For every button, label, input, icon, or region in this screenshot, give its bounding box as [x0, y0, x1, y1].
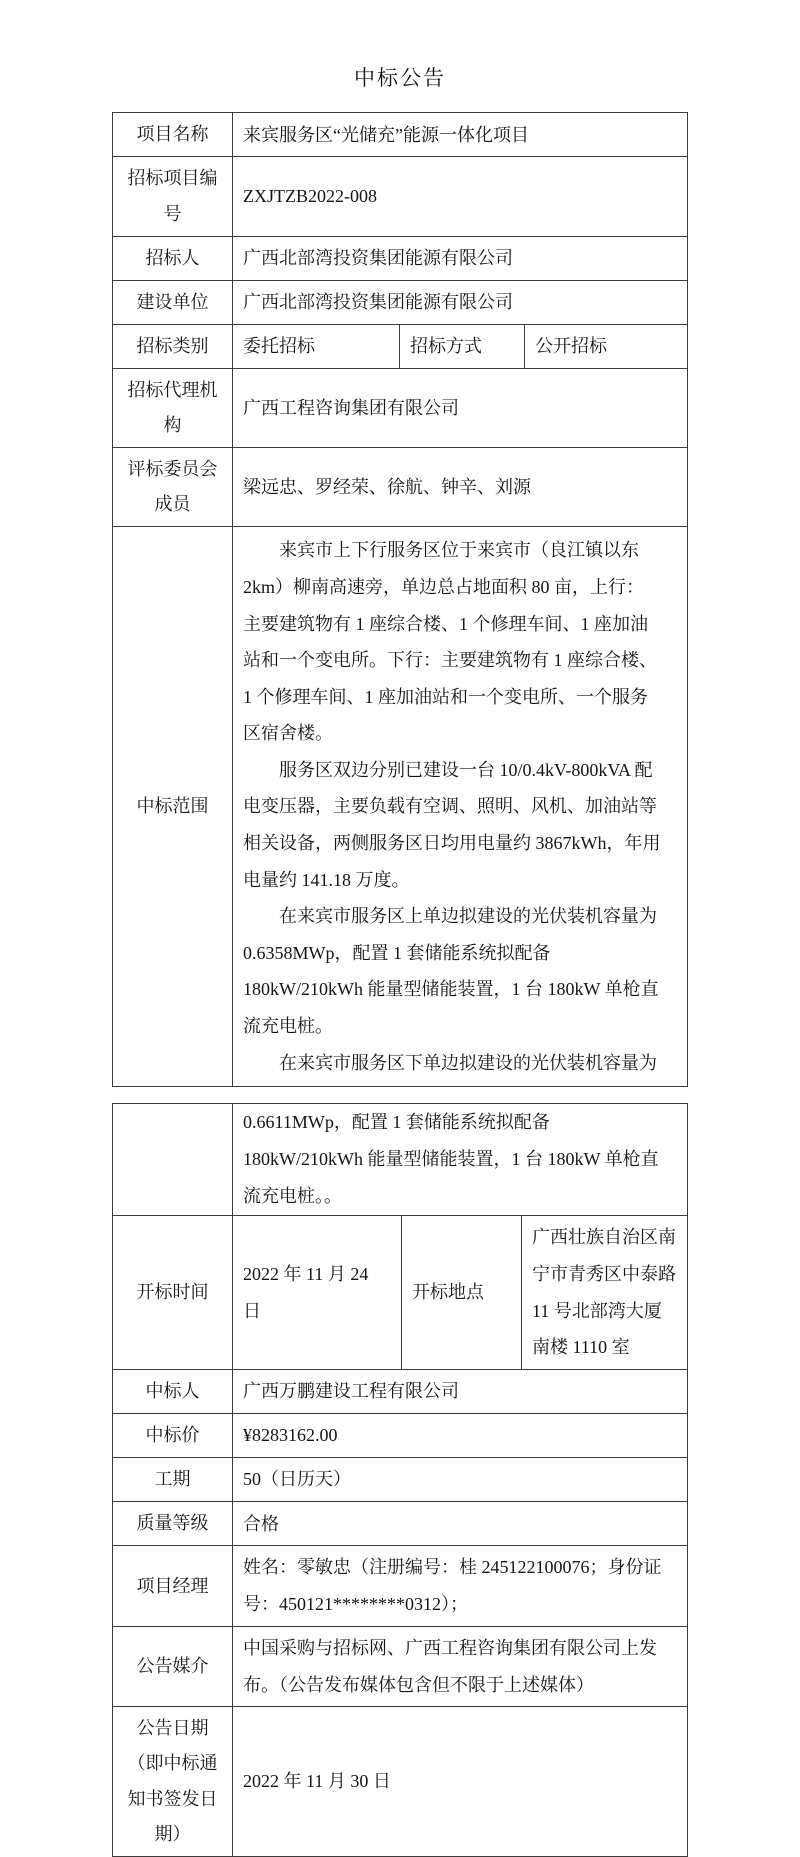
tenderer-label: 招标人	[145, 247, 200, 268]
scope-label: 中标范围	[136, 796, 209, 817]
winner-value: 广西万鹏建设工程有限公司	[232, 1370, 687, 1413]
table-row-tenderer	[113, 236, 687, 280]
tender-method-value: 公开招标	[524, 325, 687, 368]
scope-paragraph: 来宾市上下行服务区位于来宾市（良江镇以东 2km）柳南高速旁，单边总占地面积 80 亩，上行：主要建筑物有 1 座综合楼、1 个修理车间、1 座加油站和一个变电所。下行：主要建筑物有 1 座综合楼、1 个修理车间、1 座加油站和一个变电所、一个服务区宿舍楼。	[243, 540, 657, 744]
media-label: 公告媒介	[136, 1656, 209, 1677]
project-manager-value: 姓名：零敏忠（注册编号：桂 245122100076；身份证号：450121********0312）；	[232, 1546, 687, 1625]
table-row-scope	[113, 526, 687, 1086]
table-row-media	[113, 1626, 687, 1706]
agency-label: 招标代理机构	[127, 379, 218, 436]
tender-number-label: 招标项目编号	[127, 168, 218, 224]
tender-category-label: 招标类别	[136, 335, 209, 356]
table-row-construction-unit	[113, 280, 687, 324]
quality-value: 合格	[232, 1502, 687, 1545]
duration-label: 工期	[154, 1469, 191, 1490]
bid-opening-place-value: 广西壮族自治区南宁市青秀区中泰路 11 号北部湾大厦南楼 1110 室	[521, 1216, 687, 1369]
table-row-committee	[113, 447, 687, 526]
document-title: 中标公告	[354, 66, 446, 90]
media-value: 中国采购与招标网、广西工程咨询集团有限公司上发布。（公告发布媒体包含但不限于上述媒体）	[232, 1627, 687, 1706]
table-row-tender-number	[113, 156, 687, 235]
table-row-scope-continued	[113, 1104, 687, 1215]
quality-label: 质量等级	[136, 1513, 209, 1534]
bid-opening-place-label: 开标地点	[401, 1216, 521, 1369]
table-row-quality	[113, 1501, 687, 1545]
table-row-price	[113, 1413, 687, 1457]
tender-method-label: 招标方式	[399, 325, 524, 368]
table-row-project-manager	[113, 1545, 687, 1625]
scope-continued-label	[113, 1104, 232, 1215]
announcement-table-page2	[112, 1103, 688, 1857]
scope-paragraph: 在来宾市服务区上单边拟建设的光伏装机容量为 0.6358MWp，配置 1 套储能系统拟配备 180kW/210kWh 能量型储能装置，1 台 180kW 单枪直流充电桩。	[243, 906, 659, 1037]
construction-unit-label: 建设单位	[136, 291, 209, 312]
duration-value: 50（日历天）	[232, 1458, 687, 1501]
announcement-table-page1	[112, 112, 688, 1087]
scope-value	[232, 527, 687, 1086]
agency-value: 广西工程咨询集团有限公司	[232, 369, 687, 447]
scope-paragraph: 服务区双边分别已建设一台 10/0.4kV-800kVA 配电变压器，主要负载有空调、照明、风机、加油站等相关设备，两侧服务区日均用电量约 3867kWh，年用电量约 141.18 万度。	[243, 759, 661, 890]
table-row-duration	[113, 1457, 687, 1501]
table-row-tender-category	[113, 324, 687, 368]
winner-label: 中标人	[145, 1381, 200, 1402]
table-row-winner	[113, 1369, 687, 1413]
bid-opening-time-label: 开标时间	[136, 1282, 209, 1303]
table-row-bid-opening	[113, 1215, 687, 1369]
scope-paragraph: 在来宾市服务区下单边拟建设的光伏装机容量为	[279, 1052, 657, 1073]
project-manager-label: 项目经理	[136, 1575, 209, 1596]
table-row-project-name	[113, 113, 687, 156]
table-row-announce-date	[113, 1706, 687, 1855]
tender-number-value: ZXJTZB2022-008	[232, 157, 687, 235]
committee-label: 评标委员会成员	[127, 459, 218, 515]
table-row-agency	[113, 368, 687, 447]
project-name-label: 项目名称	[136, 124, 209, 145]
price-label: 中标价	[145, 1425, 200, 1446]
scope-continued-value: 0.6611MWp，配置 1 套储能系统拟配备 180kW/210kWh 能量型储能装置，1 台 180kW 单枪直流充电桩。。	[232, 1104, 687, 1215]
announce-date-label: 公告日期（即中标通知书签发日期）	[127, 1718, 218, 1844]
tender-category-value: 委托招标	[232, 325, 399, 368]
tenderer-value: 广西北部湾投资集团能源有限公司	[232, 237, 687, 280]
committee-value: 梁远忠、罗经荣、徐航、钟辛、刘源	[232, 448, 687, 526]
project-name-value: 来宾服务区“光储充”能源一体化项目	[232, 113, 687, 156]
bid-opening-time-value: 2022 年 11 月 24 日	[232, 1216, 401, 1369]
announce-date-value: 2022 年 11 月 30 日	[232, 1707, 687, 1855]
construction-unit-value: 广西北部湾投资集团能源有限公司	[232, 281, 687, 324]
price-value: ¥8283162.00	[232, 1414, 687, 1457]
